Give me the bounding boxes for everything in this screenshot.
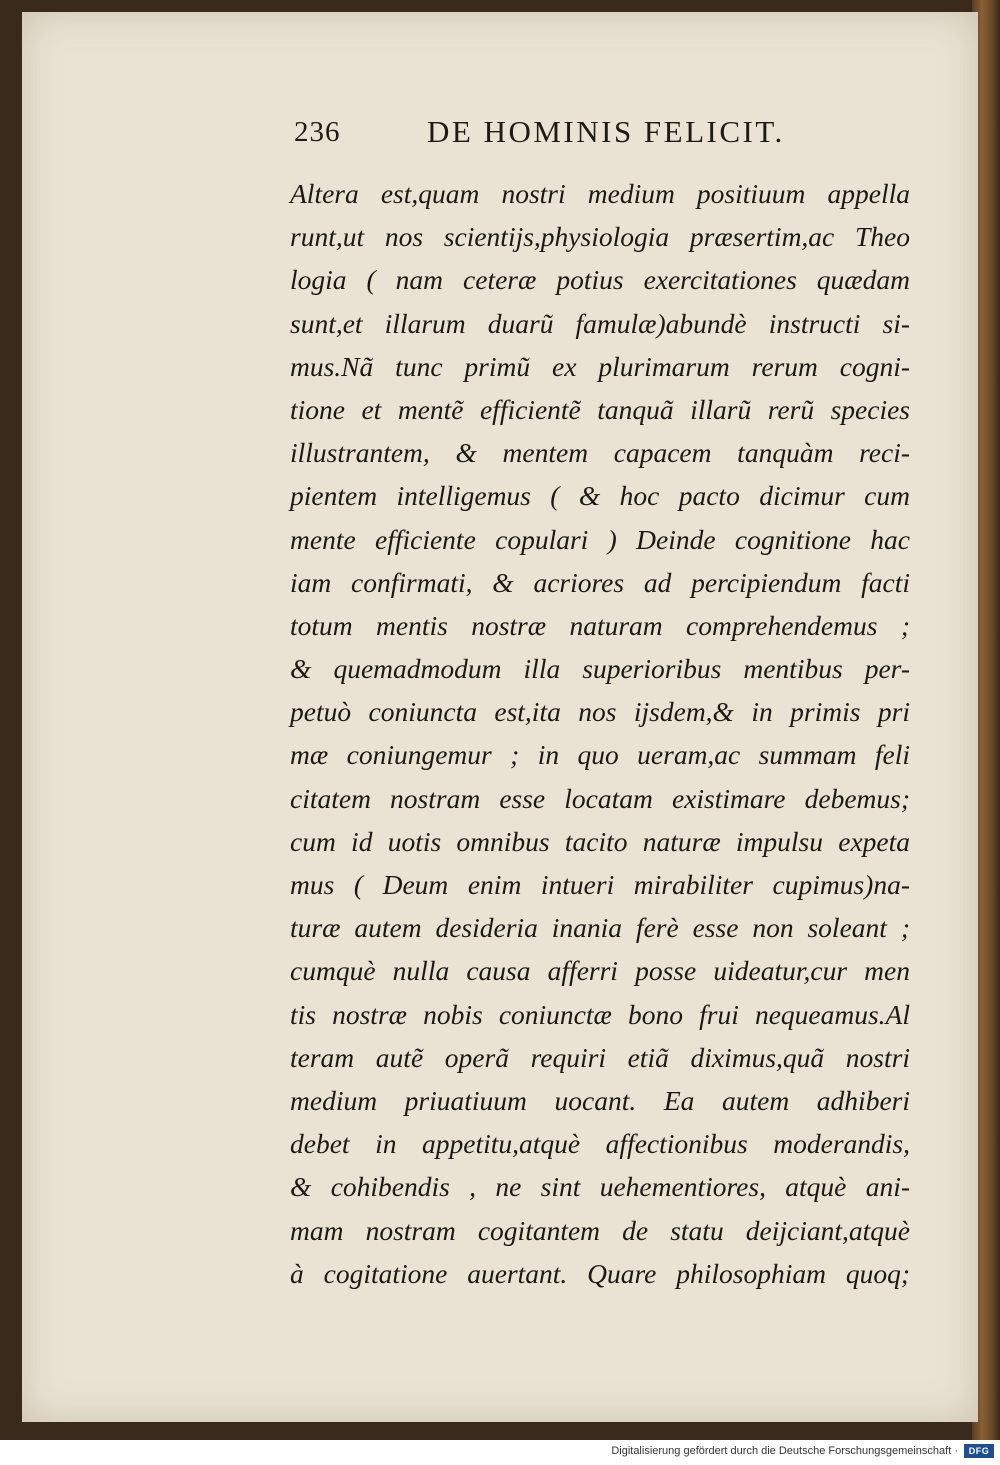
text-line: tione et mentẽ efficientẽ tanquã illarũ rerũ species	[290, 393, 910, 425]
text-line: teram autẽ operã requiri etiã diximus,quã nostri	[290, 1041, 910, 1073]
text-line: logia ( nam ceteræ potius exercitationes quædam	[290, 264, 910, 296]
text-line: mus ( Deum enim intueri mirabiliter cupimus)na-	[290, 869, 910, 900]
text-line: turæ autem desideria inania ferè esse non soleant ;	[290, 912, 910, 944]
text-line: mæ coniungemur ; in quo ueram,ac summam feli	[290, 739, 910, 771]
text-line: sunt,et illarum duarũ famulæ)abundè instructi si-	[290, 307, 910, 339]
page-number: 236	[294, 116, 341, 148]
text-line: cumquè nulla causa afferri posse uideatur,cur men	[290, 955, 910, 987]
text-line: iam confirmati, & acriores ad percipiendum facti	[290, 566, 910, 598]
page-header	[22, 110, 978, 160]
funding-credit: Digitalisierung gefördert durch die Deutsche Forschungsgemeinschaft ·	[611, 1445, 958, 1457]
text-line: à cogitatione auertant. Quare philosophiam quoq;	[290, 1257, 910, 1289]
running-head: DE HOMINIS FELICIT.	[427, 114, 785, 149]
text-line: medium priuatiuum uocant. Ea autem adhiberi	[290, 1084, 910, 1116]
text-line: cum id uotis omnibus tacito naturæ impulsu expeta	[290, 825, 910, 857]
text-line: pientem intelligemus ( & hoc pacto dicimur cum	[290, 480, 910, 512]
text-line: totum mentis nostræ naturam comprehendemus ;	[290, 609, 910, 641]
text-line: mam nostram cogitantem de statu deijciant,atquè	[290, 1214, 910, 1246]
text-line: mente efficiente copulari ) Deinde cognitione hac	[290, 523, 910, 555]
text-block	[290, 172, 910, 1295]
text-line: illustrantem, & mentem capacem tanquàm reci-	[290, 437, 910, 469]
text-line: petuò coniuncta est,ita nos ijsdem,& in primis pri	[290, 696, 910, 728]
text-line: runt,ut nos scientijs,physiologia præsertim,ac Theo	[290, 221, 910, 253]
text-line: citatem nostram esse locatam existimare debemus;	[290, 782, 910, 814]
text-line: & quemadmodum illa superioribus mentibus per-	[290, 653, 910, 685]
text-line: Altera est,quam nostri medium positiuum appella	[290, 178, 910, 209]
dfg-logo: DFG	[964, 1444, 994, 1458]
text-line: & cohibendis , ne sint uehementiores, atquè ani-	[290, 1171, 910, 1203]
text-line: mus.Nã tunc primũ ex plurimarum rerum cogni-	[290, 350, 910, 382]
footer-bar	[0, 1440, 1000, 1465]
book-page	[22, 12, 978, 1422]
text-line: tis nostræ nobis coniunctæ bono frui nequeamus.Al	[290, 998, 910, 1030]
text-line: debet in appetitu,atquè affectionibus moderandis,	[290, 1128, 910, 1160]
